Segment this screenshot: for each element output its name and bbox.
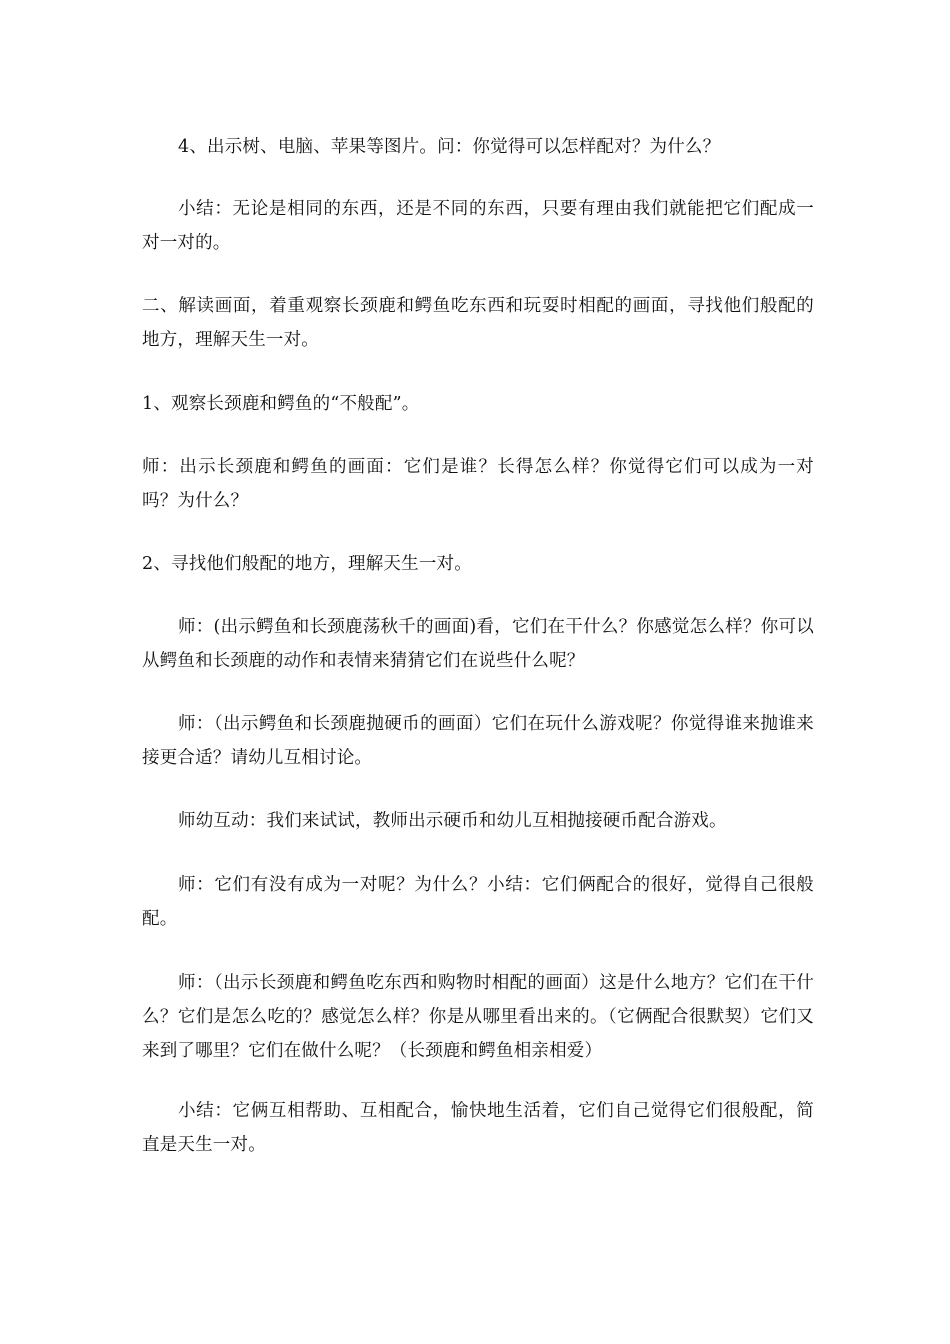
paragraph-teacher-swing: 师：(出示鳄鱼和长颈鹿荡秋千的画面)看，它们在干什么？你感觉怎么样？你可以从鳄鱼和长颈鹿的动作和表情来猜猜它们在说些什么呢？: [142, 617, 814, 671]
paragraph-interaction: 师幼互动：我们来试试，教师出示硬币和幼儿互相抛接硬币配合游戏。: [178, 811, 727, 831]
paragraph-summary-1: 小结：无论是相同的东西，还是不同的东西，只要有理由我们就能把它们配成一对一对的。: [142, 199, 814, 253]
paragraph-teacher-eating: 师：（出示长颈鹿和鳄鱼吃东西和购物时相配的画面）这是什么地方？它们在干什么？它们是怎么吃的？感觉怎么样？你是从哪里看出来的。（它俩配合很默契）它们又来到了哪里？它们在做什么呢？（长颈鹿和鳄鱼相亲相爱）: [142, 973, 814, 1061]
paragraph-section-2-heading: 二、解读画面，着重观察长颈鹿和鳄鱼吃东西和玩耍时相配的画面，寻找他们般配的地方，理解天生一对。: [142, 296, 814, 350]
paragraph-summary-2: 小结：它俩互相帮助、互相配合，愉快地生活着，它们自己觉得它们很般配，简直是天生一对。: [142, 1101, 814, 1155]
paragraph-teacher-pair: 师：它们有没有成为一对呢？为什么？小结：它们俩配合的很好，觉得自己很般配。: [142, 875, 814, 929]
paragraph-teacher-question-1: 师：出示长颈鹿和鳄鱼的画面：它们是谁？长得怎么样？你觉得它们可以成为一对吗？为什么？: [142, 457, 814, 511]
paragraph-item-2: 2、寻找他们般配的地方，理解天生一对。: [142, 554, 472, 574]
paragraph-teacher-coin: 师：（出示鳄鱼和长颈鹿抛硬币的画面）它们在玩什么游戏呢？你觉得谁来抛谁来接更合适？请幼儿互相讨论。: [142, 714, 814, 768]
paragraph-item-1: 1、观察长颈鹿和鳄鱼的“不般配”。: [142, 394, 420, 414]
paragraph-step-4: 4、出示树、电脑、苹果等图片。问：你觉得可以怎样配对？为什么？: [178, 137, 721, 157]
